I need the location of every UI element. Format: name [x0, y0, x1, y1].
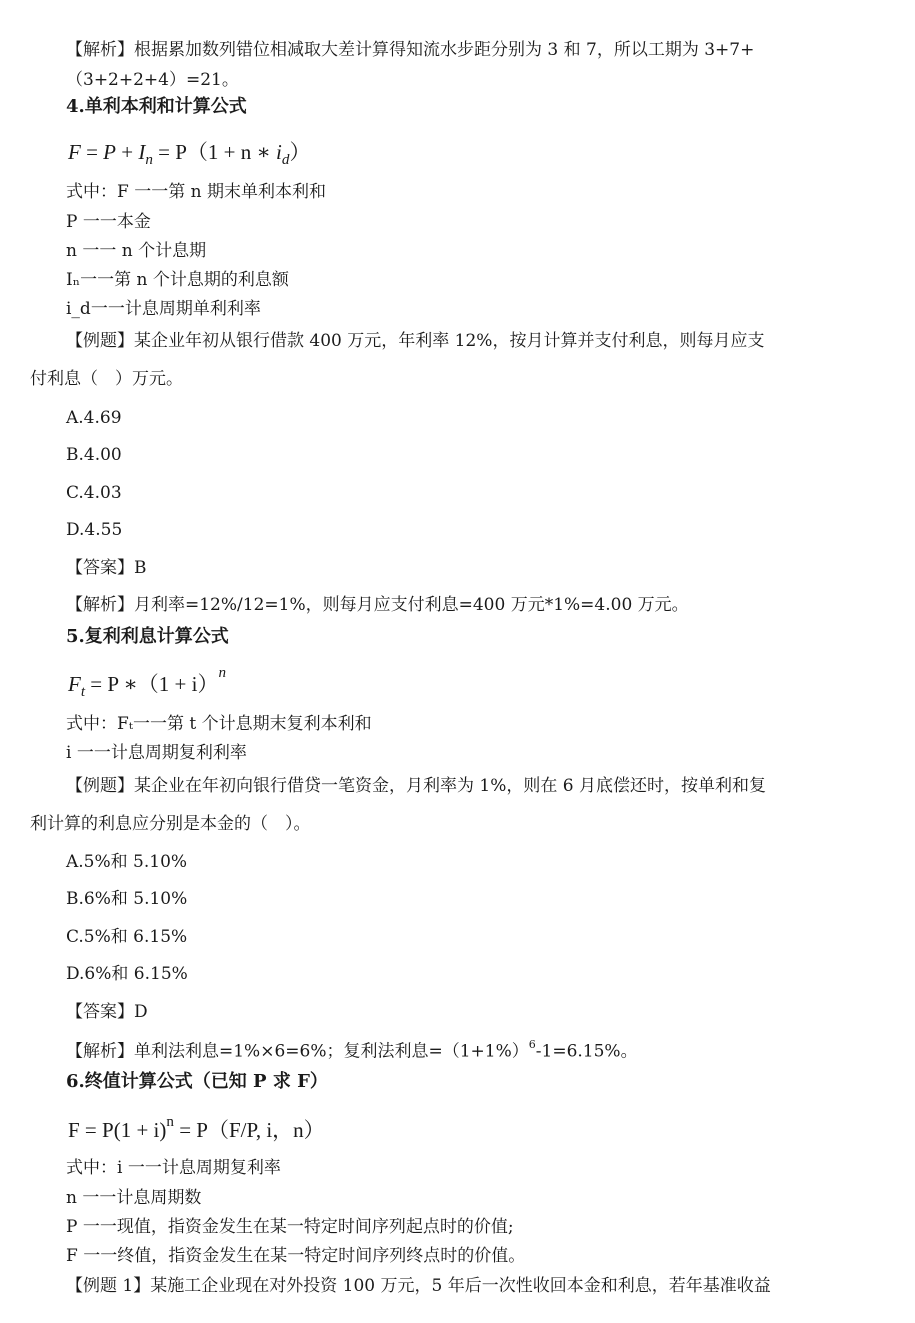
paragraph-line: Iₙ一一第 n 个计息期的利息额 — [66, 270, 289, 290]
formula-part: + — [116, 140, 139, 164]
answer: 【答案】B — [66, 558, 147, 578]
option-d: D.6%和 6.15% — [66, 964, 188, 984]
paragraph-line: 式中：Fₜ一一第 t 个计息期末复利本利和 — [66, 714, 372, 734]
section-heading: 4.单利本利和计算公式 — [66, 96, 247, 117]
formula-part: = P（1 + n ∗ — [152, 140, 277, 164]
formula-subscript: n — [145, 152, 153, 169]
section-heading: 6.终值计算公式（已知 P 求 F） — [66, 1071, 328, 1092]
option-c: C.5%和 6.15% — [66, 927, 188, 947]
formula-symbol: F — [68, 672, 81, 696]
formula-symbol: F — [68, 140, 81, 164]
paragraph-line: i 一一计息周期复利利率 — [66, 743, 247, 763]
paragraph-line: （3+2+2+4）=21。 — [66, 70, 239, 90]
formula-subscript: t — [80, 684, 86, 701]
option-b: B.4.00 — [66, 445, 122, 465]
option-b: B.6%和 5.10% — [66, 889, 188, 909]
formula-part: = P（F/P, i，n） — [173, 1118, 325, 1142]
explanation — [66, 1038, 638, 1062]
answer: 【答案】D — [66, 1002, 148, 1022]
paragraph-line: F 一一终值，指资金发生在某一特定时间序列终点时的价值。 — [66, 1246, 526, 1266]
example-question: 【例题 1】某施工企业现在对外投资 100 万元，5 年后一次性收回本金和利息，若年基准收益 — [66, 1276, 771, 1296]
formula-exponent: n — [166, 1114, 174, 1130]
paragraph-line: 式中：i 一一计息周期复利率 — [66, 1158, 281, 1178]
option-a: A.5%和 5.10% — [66, 852, 188, 872]
formula-simple-interest — [68, 142, 310, 168]
example-question: 付利息（ ）万元。 — [30, 369, 183, 389]
example-question: 【例题】某企业在年初向银行借贷一笔资金，月利率为 1%，则在 6 月底偿还时，按单利和复 — [66, 776, 766, 796]
formula-symbol: i — [276, 140, 282, 164]
option-c: C.4.03 — [66, 483, 122, 503]
explanation-text: 【解析】单利法利息=1%×6=6%；复利法利息=（1+1%） — [66, 1041, 529, 1062]
paragraph-line: 【解析】根据累加数列错位相减取大差计算得知流水步距分别为 3 和 7，所以工期为 3+7+ — [66, 40, 755, 60]
paragraph-line: P 一一现值，指资金发生在某一特定时间序列起点时的价值; — [66, 1217, 514, 1237]
explanation-exponent: 6 — [528, 1038, 536, 1051]
formula-part: F = P(1 + i) — [68, 1118, 167, 1142]
example-question: 利计算的利息应分别是本金的（ ）。 — [30, 814, 311, 834]
formula-compound-interest — [68, 665, 227, 701]
explanation-text: -1=6.15%。 — [535, 1041, 638, 1062]
paragraph-line: n 一一 n 个计息期 — [66, 241, 207, 261]
section-heading: 5.复利利息计算公式 — [66, 626, 229, 647]
paragraph-line: i_d一一计息周期单利利率 — [66, 299, 261, 319]
paragraph-line: 式中：F 一一第 n 期末单利本利和 — [66, 182, 326, 202]
paragraph-line: P 一一本金 — [66, 212, 151, 232]
option-a: A.4.69 — [66, 408, 122, 428]
example-question: 【例题】某企业年初从银行借款 400 万元，年利率 12%，按月计算并支付利息，则每月应支 — [66, 331, 765, 351]
formula-part: = — [80, 140, 104, 164]
paragraph-line: n 一一计息周期数 — [66, 1188, 202, 1208]
formula-symbol: I — [138, 140, 146, 164]
formula-symbol: P — [103, 140, 116, 164]
formula-part: ） — [289, 140, 311, 164]
formula-future-value — [68, 1114, 325, 1142]
formula-part: = P ∗（1 + i） — [85, 672, 219, 696]
formula-subscript: d — [281, 152, 290, 169]
option-d: D.4.55 — [66, 520, 123, 540]
explanation: 【解析】月利率=12%/12=1%，则每月应支付利息=400 万元*1%=4.00 万元。 — [66, 595, 689, 615]
formula-exponent: n — [218, 665, 227, 681]
